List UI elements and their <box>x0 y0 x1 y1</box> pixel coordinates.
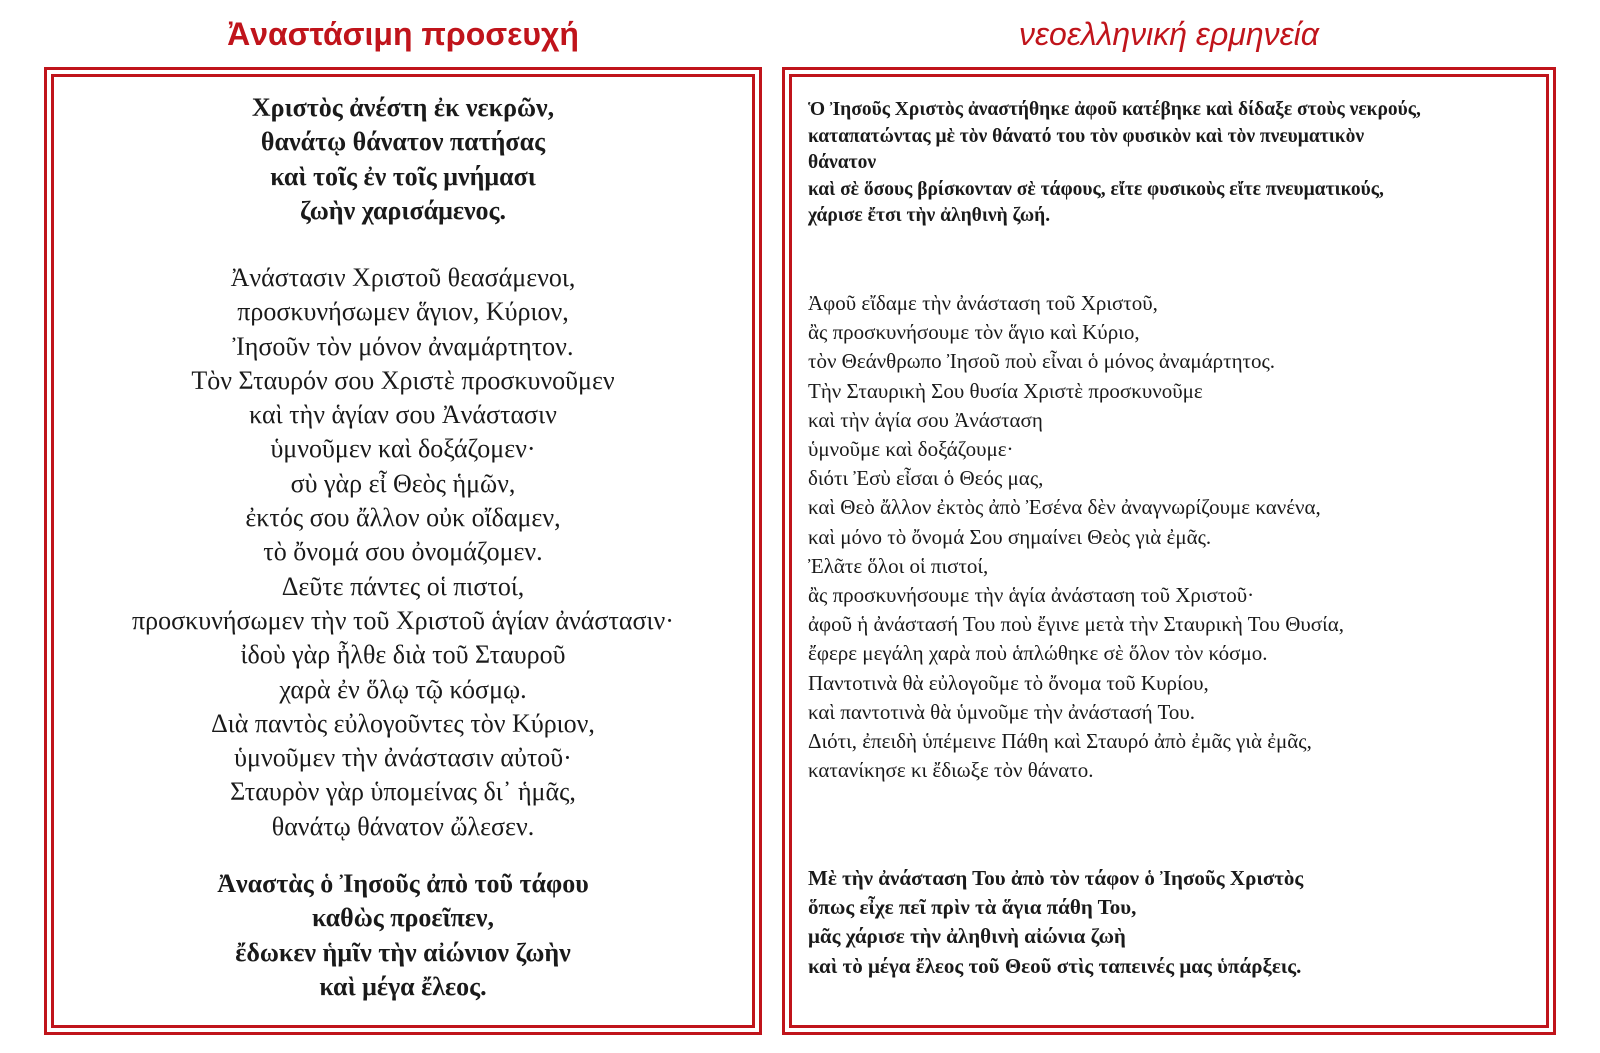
translation-frame <box>782 67 1556 1035</box>
translation-inner-border <box>789 74 1549 1028</box>
translation-line: τὸν Θεάνθρωπο Ἰησοῦ ποὺ εἶναι ὁ μόνος ἀναμάρτητος. <box>808 349 1276 374</box>
translation-line: Ὁ Ἰησοῦς Χριστὸς ἀναστήθηκε ἀφοῦ κατέβηκε καὶ δίδαξε στοὺς νεκρούς, <box>808 99 1421 120</box>
right-heading: νεοελληνική ερμηνεία <box>1018 16 1320 52</box>
translation-line: Διότι, ἐπειδὴ ὑπέμεινε Πάθη καὶ Σταυρό ἀπὸ ἐμᾶς γιὰ ἐμᾶς, <box>808 729 1312 754</box>
verse-line: ζωὴν χαρισάμενος. <box>299 195 507 225</box>
translation-line: ἂς προσκυνήσουμε τὸν ἅγιο καὶ Κύριο, <box>808 320 1140 345</box>
verse-line: τὸ ὄνομά σου ὀνομάζομεν. <box>263 537 543 567</box>
verse-line: Χριστὸς ἀνέστη ἐκ νεκρῶν, <box>251 93 555 122</box>
verse-line: Ἀνάστασιν Χριστοῦ θεασάμενοι, <box>230 263 576 292</box>
translation-line: καὶ παντοτινὰ θὰ ὑμνοῦμε τὴν ἀνάστασή Του. <box>808 699 1195 724</box>
translation-line: Ἐλᾶτε ὅλοι οἱ πιστοί, <box>808 553 989 578</box>
verse-line: ἔδωκεν ἡμῖν τὴν αἰώνιον ζωὴν <box>235 937 571 967</box>
verse-line: καὶ τοῖς ἐν τοῖς μνήμασι <box>270 161 536 191</box>
verse-line: Ἀναστὰς ὁ Ἰησοῦς ἀπὸ τοῦ τάφου <box>217 869 589 898</box>
original-text-inner-border <box>51 74 755 1028</box>
verse-line: καὶ μέγα ἔλεος. <box>319 971 487 1001</box>
verse-line: ὑμνοῦμεν τὴν ἀνάστασιν αὐτοῦ· <box>234 743 572 773</box>
translation-line: Ἀφοῦ εἴδαμε τὴν ἀνάσταση τοῦ Χριστοῦ, <box>808 291 1158 315</box>
verse-line: σὺ γὰρ εἶ Θεὸς ἡμῶν, <box>290 468 516 498</box>
translation-line: Τὴν Σταυρικὴ Σου θυσία Χριστὲ προσκυνοῦμε <box>808 378 1203 403</box>
translation-line: ὅπως εἶχε πεῖ πρὶν τὰ ἅγια πάθη Του, <box>808 895 1137 920</box>
verse-line: καὶ τὴν ἁγίαν σου Ἀνάστασιν <box>249 400 557 430</box>
translation-line: καὶ Θεὸ ἄλλον ἐκτὸς ἀπὸ Ἐσένα δὲν ἀναγνωρίζουμε κανένα, <box>808 495 1321 520</box>
verse-line: προσκυνήσωμεν ἅγιον, Κύριον, <box>237 297 569 327</box>
verse-line: ἰδοὺ γὰρ ἦλθε διὰ τοῦ Σταυροῦ <box>240 640 566 670</box>
translation-line: κατανίκησε κι ἔδιωξε τὸν θάνατο. <box>808 758 1094 783</box>
verse-line: ἐκτός σου ἄλλον οὐκ οἴδαμεν, <box>245 503 561 533</box>
translation-line: ἀφοῦ ἡ ἀνάστασή Του ποὺ ἔγινε μετὰ τὴν Σταυρικὴ Του Θυσία, <box>808 612 1345 637</box>
verse-line: καθὼς προεῖπεν, <box>311 903 495 933</box>
translation-line: καὶ σὲ ὅσους βρίσκονταν σὲ τάφους, εἴτε φυσικοὺς εἴτε πνευματικούς, <box>808 178 1384 200</box>
original-text-frame <box>44 67 762 1035</box>
translation-line: χάρισε ἔτσι τὴν ἀληθινὴ ζωή. <box>808 205 1051 226</box>
verse-line: Δεῦτε πάντες οἱ πιστοί, <box>281 571 525 601</box>
right-stanza-1 <box>808 97 1538 230</box>
left-heading: Ἀναστάσιμη προσευχή <box>227 16 579 52</box>
translation-line: καὶ μόνο τὸ ὄνομά Σου σημαίνει Θεὸς γιὰ ἐμᾶς. <box>808 524 1212 549</box>
translation-line: καὶ τὸ μέγα ἔλεος τοῦ Θεοῦ στὶς ταπεινές μας ὑπάρξεις. <box>808 953 1302 978</box>
translation-line: Παντοτινὰ θὰ εὐλογοῦμε τὸ ὄνομα τοῦ Κυρίου, <box>808 670 1209 695</box>
verse-line: Ἰησοῦν τὸν μόνον ἀναμάρτητον. <box>232 331 574 361</box>
translation-line: ἂς προσκυνήσουμε τὴν ἁγία ἀνάσταση τοῦ Χριστοῦ· <box>808 583 1255 608</box>
translation-line: θάνατον <box>808 152 877 173</box>
translation-line: καταπατώντας μὲ τὸν θάνατό του τὸν φυσικὸν καὶ τὸν πνευματικὸν <box>808 125 1365 147</box>
verse-line: Διὰ παντὸς εὐλογοῦντες τὸν Κύριον, <box>211 708 595 738</box>
right-stanza-2 <box>808 289 1538 785</box>
verse-line: χαρὰ ἐν ὅλῳ τῷ κόσμῳ. <box>279 674 527 704</box>
translation-line: ἔφερε μεγάλη χαρὰ ποὺ ἁπλώθηκε σὲ ὅλον τὸν κόσμο. <box>808 641 1268 666</box>
right-stanza-3 <box>808 864 1538 981</box>
translation-line: Μὲ τὴν ἀνάσταση Του ἀπὸ τὸν τάφον ὁ Ἰησοῦς Χριστὸς <box>808 866 1304 890</box>
left-stanza-3 <box>54 867 752 1004</box>
translation-line: διότι Ἐσὺ εἶσαι ὁ Θεός μας, <box>808 466 1044 491</box>
verse-line: θανάτῳ θάνατον πατήσας <box>260 127 546 157</box>
translation-line: μᾶς χάρισε τὴν ἀληθινὴ αἰώνια ζωὴ <box>808 924 1126 949</box>
translation-line: καὶ τὴν ἁγία σου Ἀνάσταση <box>808 407 1043 432</box>
left-stanza-2 <box>54 261 752 844</box>
verse-line: προσκυνήσωμεν τὴν τοῦ Χριστοῦ ἁγίαν ἀνάστασιν· <box>132 605 674 635</box>
verse-line: ὑμνοῦμεν καὶ δοξάζομεν· <box>270 434 536 464</box>
verse-line: θανάτῳ θάνατον ὤλεσεν. <box>271 811 535 841</box>
translation-line: ὑμνοῦμε καὶ δοξάζουμε· <box>808 437 1014 462</box>
verse-line: Τὸν Σταυρόν σου Χριστὲ προσκυνοῦμεν <box>191 365 615 395</box>
verse-line: Σταυρὸν γὰρ ὑπομείνας δι᾽ ἡμᾶς, <box>230 777 576 807</box>
left-stanza-1 <box>54 91 752 228</box>
